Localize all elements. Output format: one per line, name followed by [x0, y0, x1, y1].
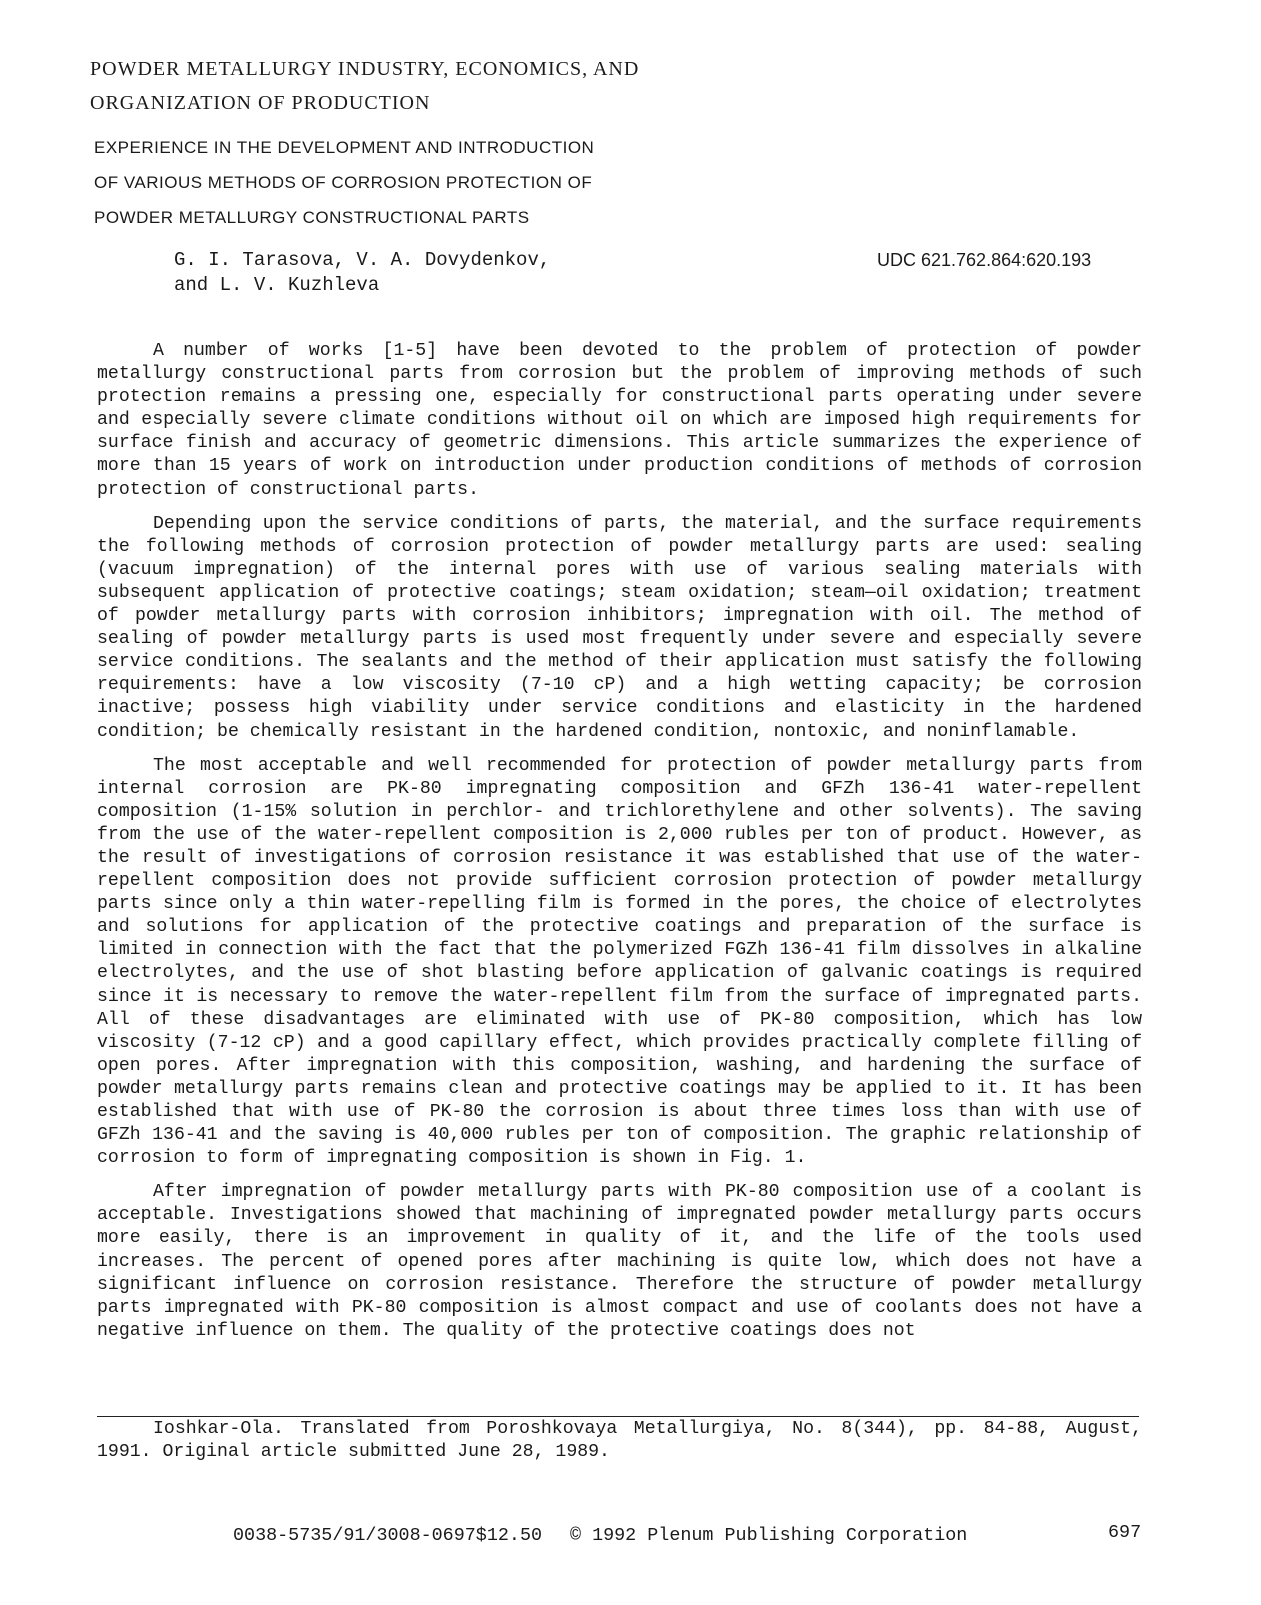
article-title [94, 130, 694, 235]
issn-price-code: 0038-5735/91/3008-0697$12.50 [233, 1525, 543, 1546]
author-list [174, 248, 550, 298]
section-heading [90, 52, 790, 120]
body-paragraph-3: The most acceptable and well recommended for protection of powder metallurgy parts from internal corrosion are PK-80 impregnating composition and GFZh 136-41 water-repellent composition (1-15% solution in perchlor- and trichlorethylene and other solvents). The saving from the use of the water-repellent composition is 2,000 rubles per ton of product. However, as the result of investigations of corrosion resistance it was established that use of the water-repellent composition does not provide sufficient corrosion protection of powder metallurgy parts since only a thin water-repelling film is formed in the pores, the choice of electrolytes and solutions for application of the protective coatings and preparation of the surface is limited in connection with the fact that the polymerized FGZh 136-41 film dissolves in alkaline electrolytes, and the use of shot blasting before application of galvanic coatings is required since it is necessary to remove the water-repellent film from the surface of impregnated parts. All of these disadvantages are eliminated with use of PK-80 composition, which has low viscosity (7-12 cP) and a good capillary effect, which provides practically complete filling of open pores. After impregnation with this composition, washing, and hardening the surface of powder metallurgy parts remains clean and protective coatings may be applied to it. It has been established that with use of PK-80 the corrosion is about three times loss than with use of GFZh 136-41 and the saving is 40,000 rubles per ton of composition. The graphic relationship of corrosion to form of impregnating composition is shown in Fig. 1. [97, 755, 1142, 1169]
article-title-line-2: OF VARIOUS METHODS OF CORROSION PROTECTION OF [94, 173, 593, 192]
section-heading-line-2: ORGANIZATION OF PRODUCTION [90, 92, 431, 114]
footnote [97, 1418, 1142, 1464]
article-title-line-1: EXPERIENCE IN THE DEVELOPMENT AND INTRODUCTION [94, 138, 595, 157]
body-paragraph-1: A number of works [1-5] have been devoted to the problem of protection of powder metallurgy constructional parts from corrosion but the problem of improving methods of such protection remains a pressing one, especially for constructional parts operating under severe and especially severe climate conditions without oil on which are imposed high requirements for surface finish and accuracy of geometric dimensions. This article summarizes the experience of more than 15 years of work on introduction under production conditions of methods of corrosion protection of constructional parts. [97, 341, 1142, 500]
body-paragraph-2: Depending upon the service conditions of parts, the material, and the surface requirements the following methods of corrosion protection of powder metallurgy parts are used: sealing (vacuum impregnation) of the internal pores with use of various sealing materials with subsequent application of protective coatings; steam oxidation; steam—oil oxidation; treatment of powder metallurgy parts with corrosion inhibitors; impregnation with oil. The method of sealing of powder metallurgy parts is used most frequently under severe and especially severe service conditions. The sealants and the method of their application must satisfy the following requirements: have a low viscosity (7-10 cP) and a high wetting capacity; be corrosion inactive; possess high viability under service conditions and elasticity in the hardened condition; be chemically resistant in the hardened condition, nontoxic, and noninflamable. [97, 513, 1142, 742]
footnote-text: Ioshkar-Ola. Translated from Poroshkovaya Metallurgiya, No. 8(344), pp. 84-88, August, 1991. Original article submitted June 28, 1989. [97, 1419, 1142, 1462]
udc-code: UDC 621.762.864:620.193 [877, 250, 1092, 270]
footnote-divider [97, 1416, 1139, 1417]
authors-line-2: and L. V. Kuzhleva [174, 274, 380, 296]
body-paragraph-4: After impregnation of powder metallurgy parts with PK-80 composition use of a coolant is acceptable. Investigations showed that machining of impregnated powder metallurgy parts occurs more easily, there is an improvement in quality of it, and the life of the tools used increases. The percent of opened pores after machining is quite low, which does not have a significant influence on corrosion resistance. Therefore the structure of powder metallurgy parts impregnated with PK-80 composition is almost compact and use of coolants does not have a negative influence on them. The quality of the protective coatings does not [97, 1182, 1142, 1341]
copyright-notice: © 1992 Plenum Publishing Corporation [570, 1525, 968, 1546]
page-number: 697 [1108, 1522, 1142, 1543]
section-heading-line-1: POWDER METALLURGY INDUSTRY, ECONOMICS, AND [90, 58, 640, 80]
article-title-line-3: POWDER METALLURGY CONSTRUCTIONAL PARTS [94, 208, 530, 227]
authors-line-1: G. I. Tarasova, V. A. Dovydenkov, [174, 249, 551, 271]
article-body [97, 340, 1142, 1354]
